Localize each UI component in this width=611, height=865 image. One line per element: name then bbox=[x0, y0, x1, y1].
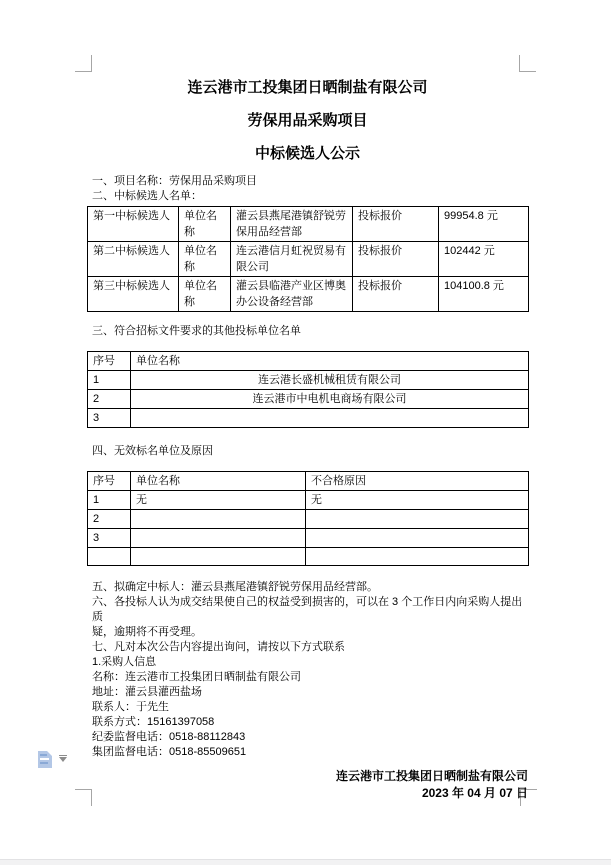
group-supervision-phone: 集团监督电话：0518-85509651 bbox=[92, 746, 247, 758]
invalid-reason: 无 bbox=[306, 491, 529, 510]
column-header-reason: 不合格原因 bbox=[306, 472, 529, 491]
unit-name-label: 单位名称 bbox=[179, 277, 231, 312]
table-row bbox=[88, 409, 529, 428]
table-row bbox=[88, 510, 529, 529]
bid-price-value: 99954.8 元 bbox=[439, 207, 529, 242]
text-boundary-mark-top-left bbox=[75, 55, 92, 72]
table-row bbox=[88, 390, 529, 409]
column-header-no: 序号 bbox=[88, 352, 131, 371]
section-1-project-name: 一、项目名称：劳保用品采购项目 bbox=[92, 175, 257, 187]
bidder-name: 连云港长盛机械租赁有限公司 bbox=[131, 371, 529, 390]
invalid-unit-name bbox=[131, 529, 306, 548]
other-bidders-table bbox=[87, 351, 529, 428]
bid-price-label: 投标报价 bbox=[353, 242, 439, 277]
candidate-rank: 第三中标候选人 bbox=[88, 277, 179, 312]
bid-price-label: 投标报价 bbox=[353, 277, 439, 312]
doc-title-company: 连云港市工投集团日晒制盐有限公司 bbox=[187, 79, 428, 96]
signature-company: 连云港市工投集团日晒制盐有限公司 bbox=[335, 769, 528, 783]
row-no: 2 bbox=[88, 390, 131, 409]
signature-date: 2023 年 04 月 07 日 bbox=[421, 786, 528, 800]
bidder-name bbox=[131, 409, 529, 428]
invalid-reason bbox=[306, 548, 529, 566]
column-header-name: 单位名称 bbox=[131, 352, 529, 371]
section-6-objection-line1: 六、各投标人认为成交结果使自己的权益受到损害的，可以在 3 个工作日内向采购人提出质 bbox=[92, 596, 523, 623]
invalid-unit-name: 无 bbox=[131, 491, 306, 510]
section-3-other-bidders-label: 三、符合招标文件要求的其他投标单位名单 bbox=[92, 325, 301, 337]
table-row bbox=[88, 277, 529, 312]
bid-price-label: 投标报价 bbox=[353, 207, 439, 242]
contact-address: 地址：灌云县灌西盐场 bbox=[92, 686, 202, 698]
bidder-name: 连云港市中电机电商场有限公司 bbox=[131, 390, 529, 409]
page-gap-strip bbox=[0, 859, 611, 865]
contact-phone: 联系方式：15161397058 bbox=[92, 716, 215, 728]
candidate-rank: 第二中标候选人 bbox=[88, 242, 179, 277]
paste-options-button[interactable] bbox=[36, 749, 70, 771]
unit-name-value: 灌云县燕尾港镇舒锐劳保用品经营部 bbox=[231, 207, 353, 242]
row-no: 3 bbox=[88, 409, 131, 428]
invalid-reason bbox=[306, 510, 529, 529]
row-no bbox=[88, 548, 131, 566]
unit-name-label: 单位名称 bbox=[179, 242, 231, 277]
section-5-winner: 五、拟确定中标人：灌云县燕尾港镇舒锐劳保用品经营部。 bbox=[92, 581, 378, 593]
table-row bbox=[88, 529, 529, 548]
invalid-reason bbox=[306, 529, 529, 548]
chevron-down-icon[interactable] bbox=[59, 757, 67, 762]
table-row bbox=[88, 491, 529, 510]
invalid-unit-name bbox=[131, 510, 306, 529]
unit-name-value: 灌云县临港产业区博奥办公设备经营部 bbox=[231, 277, 353, 312]
invalid-unit-name bbox=[131, 548, 306, 566]
document-body bbox=[87, 72, 528, 802]
column-header-no: 序号 bbox=[88, 472, 131, 491]
unit-name-label: 单位名称 bbox=[179, 207, 231, 242]
dropdown-arrow-bar bbox=[59, 755, 67, 756]
section-4-invalid-bids-label: 四、无效标名单位及原因 bbox=[92, 445, 213, 457]
row-no: 1 bbox=[88, 491, 131, 510]
contact-name: 名称：连云港市工投集团日晒制盐有限公司 bbox=[92, 671, 301, 683]
table-row bbox=[88, 371, 529, 390]
row-no: 1 bbox=[88, 371, 131, 390]
discipline-supervision-phone: 纪委监督电话：0518-88112843 bbox=[92, 731, 246, 743]
candidate-rank: 第一中标候选人 bbox=[88, 207, 179, 242]
table-header-row bbox=[88, 352, 529, 371]
bid-price-value: 104100.8 元 bbox=[439, 277, 529, 312]
table-header-row bbox=[88, 472, 529, 491]
text-boundary-mark-top-right bbox=[519, 55, 536, 72]
table-row bbox=[88, 207, 529, 242]
section-7-contact-intro: 七、凡对本次公告内容提出询问，请按以下方式联系 bbox=[92, 641, 345, 653]
row-no: 3 bbox=[88, 529, 131, 548]
purchaser-info-label: 1.采购人信息 bbox=[92, 656, 157, 668]
unit-name-value: 连云港信月虹祝贸易有限公司 bbox=[231, 242, 353, 277]
paste-options-icon bbox=[38, 751, 52, 768]
row-no: 2 bbox=[88, 510, 131, 529]
candidates-table bbox=[87, 206, 529, 312]
doc-title-announcement: 中标候选人公示 bbox=[254, 145, 360, 162]
bid-price-value: 102442 元 bbox=[439, 242, 529, 277]
section-6-objection-line2: 疑，逾期将不再受理。 bbox=[92, 626, 202, 638]
invalid-bids-table bbox=[87, 471, 529, 566]
signature-block bbox=[87, 768, 528, 802]
table-row bbox=[88, 548, 529, 566]
table-row bbox=[88, 242, 529, 277]
doc-title-project: 劳保用品采购项目 bbox=[247, 112, 368, 129]
column-header-name: 单位名称 bbox=[131, 472, 306, 491]
section-2-candidate-list-label: 二、中标候选人名单： bbox=[92, 190, 202, 202]
contact-person: 联系人：于先生 bbox=[92, 701, 169, 713]
